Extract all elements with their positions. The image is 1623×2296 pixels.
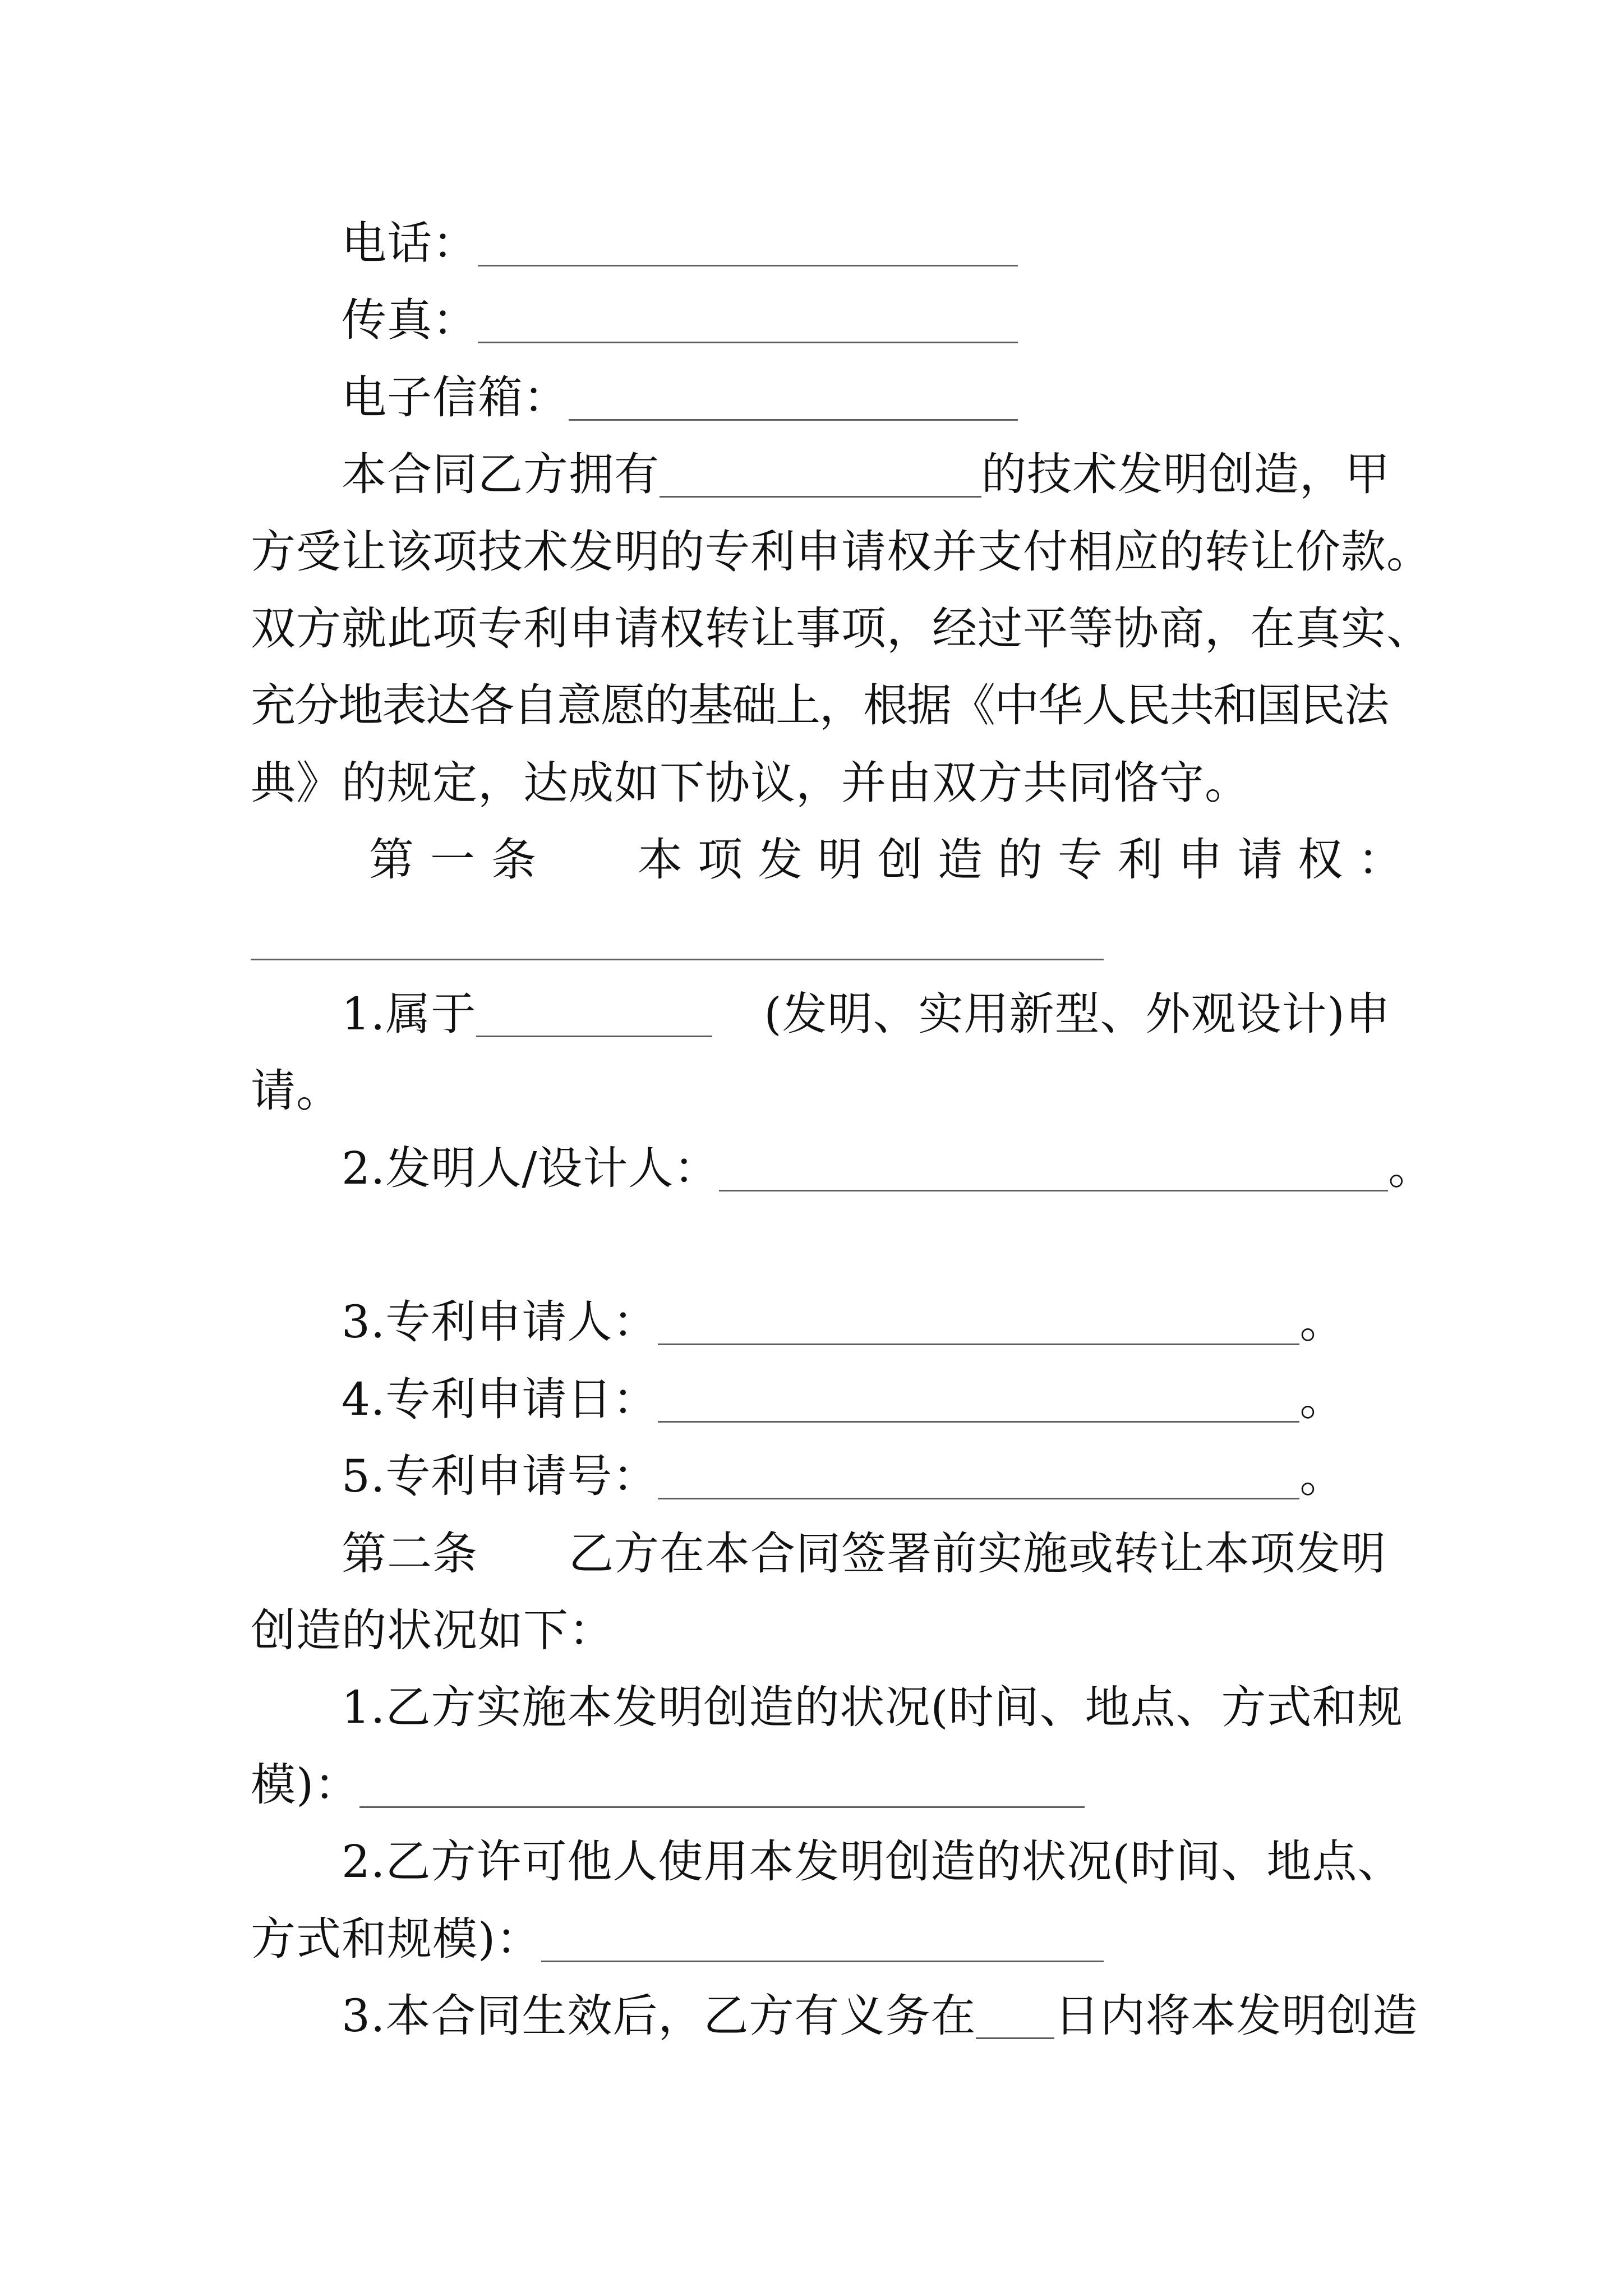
license-status-blank-line (541, 1960, 1104, 1962)
article-2-heading-continuation (251, 1592, 1597, 1669)
item-3-text-after-blank: 日内将本发明创造 (1054, 1989, 1418, 2042)
phone-line (251, 205, 1597, 282)
preamble-line-1 (251, 436, 1597, 513)
phone-label: 电话： (342, 217, 478, 269)
item-2-text: 2.乙方许可他人使用本发明创造的状况(时间、地点、 (342, 1835, 1403, 1888)
item-1-label: 1.属于 (342, 987, 477, 1040)
article-2-item-3 (251, 1977, 1597, 2054)
application-number-blank-line (658, 1497, 1299, 1499)
application-date-label: 4.专利申请日： (342, 1373, 658, 1425)
patent-right-blank-line (251, 958, 1104, 960)
item-2-continuation-label: 方式和规模)： (251, 1912, 542, 1965)
preamble-text: 充分地表达各自意愿的基础上，根据《中华人民共和国民法 (251, 679, 1388, 732)
item-1-continuation-text: 请。 (251, 1065, 342, 1117)
invention-name-blank-line (660, 495, 981, 498)
days-blank-line (976, 2037, 1054, 2039)
fax-blank-line (478, 341, 1018, 343)
fax-line (251, 282, 1597, 358)
article-2-item-1 (251, 1669, 1597, 1746)
article-2-heading (251, 1515, 1597, 1592)
fax-label: 传真： (342, 294, 478, 347)
preamble-line-4 (251, 667, 1597, 744)
item-3-text-before-blank: 3.本合同生效后，乙方有义务在 (342, 1989, 976, 2042)
preamble-line-3 (251, 590, 1597, 667)
article-1-heading-blank-row (251, 899, 1597, 976)
patent-type-blank-line (476, 1035, 712, 1037)
article-1-item-1 (251, 976, 1597, 1052)
article-2-number: 第二条 (342, 1527, 478, 1580)
item-1-continuation-label: 模)： (251, 1758, 360, 1811)
inventor-label: 2.发明人/设计人： (342, 1142, 720, 1194)
item-2-period: 。 (1388, 1142, 1434, 1194)
item-3-period: 。 (1299, 1296, 1345, 1349)
article-1-item-1-continuation (251, 1052, 1597, 1129)
contract-body (251, 205, 1597, 2054)
preamble-text: 方受让该项技术发明的专利申请权并支付相应的转让价款。 (251, 525, 1432, 578)
email-blank-line (569, 418, 1018, 421)
email-line (251, 359, 1597, 436)
article-1-item-4 (251, 1361, 1597, 1438)
preamble-text-after-blank: 的技术发明创造，甲 (981, 448, 1390, 501)
application-date-blank-line (658, 1420, 1299, 1423)
blank-spacer (251, 1207, 1597, 1283)
item-5-period: 。 (1299, 1450, 1345, 1503)
article-1-item-3 (251, 1283, 1597, 1360)
article-2-item-2 (251, 1823, 1597, 1900)
article-1-title: 本项发明创造的专利申请权： (638, 834, 1418, 886)
phone-blank-line (478, 264, 1018, 266)
preamble-text-before-blank: 本合同乙方拥有 (342, 448, 660, 501)
preamble-text: 双方就此项专利申请权转让事项，经过平等协商，在真实、 (251, 602, 1432, 655)
email-label: 电子信箱： (342, 371, 569, 424)
article-1-item-2 (251, 1130, 1597, 1207)
article-2-item-2-continuation (251, 1901, 1597, 1977)
implementation-status-blank-line (359, 1806, 1085, 1808)
article-1-number: 第一条 (369, 834, 552, 886)
preamble-line-2 (251, 513, 1597, 590)
article-2-title-continuation: 创造的状况如下： (251, 1604, 614, 1657)
article-1-item-5 (251, 1438, 1597, 1515)
article-2-item-1-continuation (251, 1746, 1597, 1823)
patent-type-options: (发明、实用新型、外观设计)申 (764, 987, 1391, 1040)
item-1-text: 1.乙方实施本发明创造的状况(时间、地点、方式和规 (342, 1681, 1403, 1734)
article-2-title: 乙方在本合同签署前实施或转让本项发明 (569, 1527, 1386, 1580)
preamble-text: 典》的规定，达成如下协议，并由双方共同恪守。 (251, 756, 1250, 809)
applicant-blank-line (658, 1343, 1299, 1345)
article-1-heading (251, 821, 1597, 898)
item-4-period: 。 (1299, 1373, 1345, 1425)
preamble-line-5 (251, 744, 1597, 821)
applicant-label: 3.专利申请人： (342, 1296, 658, 1349)
inventor-blank-line (719, 1189, 1388, 1191)
application-number-label: 5.专利申请号： (342, 1450, 658, 1503)
